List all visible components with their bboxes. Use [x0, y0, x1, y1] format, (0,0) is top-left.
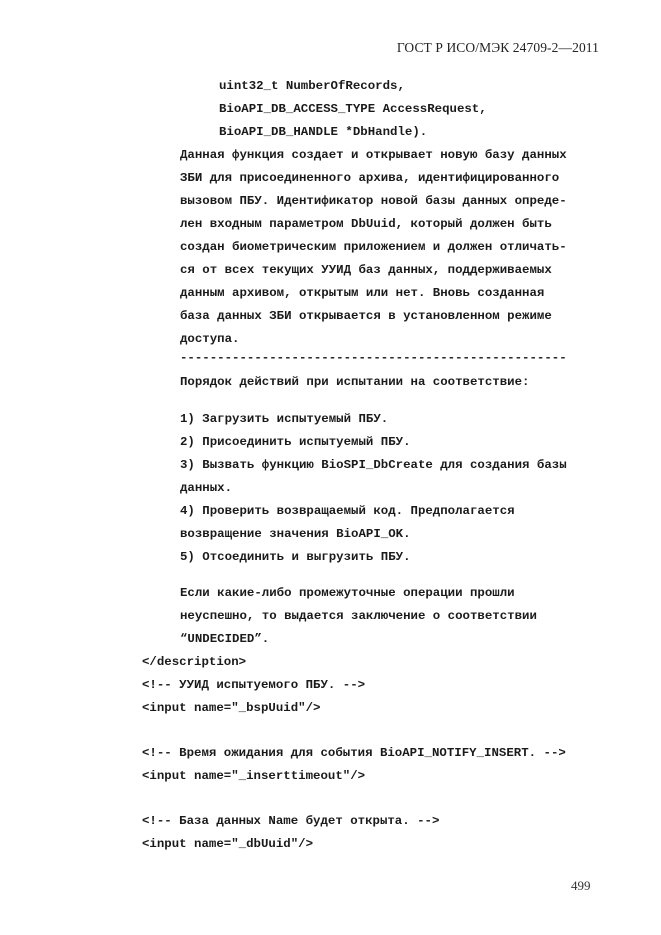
text-line: uint32_t NumberOfRecords,: [219, 79, 405, 93]
text-line: <!-- Время ожидания для события BioAPI_NOTIFY_INSERT. -->: [142, 746, 566, 760]
text-line: BioAPI_DB_HANDLE *DbHandle).: [219, 125, 428, 139]
text-line: ЗБИ для присоединенного архива, идентифицированного: [180, 171, 560, 185]
text-line: 4) Проверить возвращаемый код. Предполагается: [180, 504, 515, 518]
text-line: Порядок действий при испытании на соответствие:: [180, 375, 530, 389]
text-line: Данная функция создает и открывает новую базу данных: [180, 148, 567, 162]
document-header: ГОСТ Р ИСО/МЭК 24709-2—2011: [396, 40, 599, 55]
text-line: создан биометрическим приложением и должен отличать-: [180, 240, 567, 254]
text-line: база данных ЗБИ открывается в установленном режиме: [180, 309, 552, 323]
text-line: <!-- УУИД испытуемого ПБУ. -->: [142, 678, 366, 692]
text-line: <!-- База данных Name будет открыта. -->: [142, 814, 440, 828]
text-line: <input name="_bspUuid"/>: [142, 701, 321, 715]
text-line: 2) Присоединить испытуемый ПБУ.: [180, 435, 411, 449]
text-line: <input name="_dbUuid"/>: [142, 837, 314, 851]
text-line: 1) Загрузить испытуемый ПБУ.: [180, 412, 389, 426]
text-line: вызовом ПБУ. Идентификатор новой базы данных опреде-: [180, 194, 567, 208]
text-line: Если какие-либо промежуточные операции прошли: [180, 586, 515, 600]
page-number: 499: [571, 878, 591, 893]
text-line: лен входным параметром DbUuid, который должен быть: [180, 217, 552, 231]
text-line: неуспешно, то выдается заключение о соответствии: [180, 609, 537, 623]
text-line: данным архивом, открытым или нет. Вновь созданная: [180, 286, 545, 300]
text-line: 3) Вызвать функцию BioSPI_DbCreate для создания базы: [180, 458, 567, 472]
text-line: <input name="_inserttimeout"/>: [142, 769, 366, 783]
text-line: данных.: [180, 481, 233, 495]
text-line: доступа.: [180, 332, 240, 346]
text-line: возвращение значения BioAPI_OK.: [180, 527, 411, 541]
text-line: ----------------------------------------------------: [180, 351, 567, 365]
text-line: 5) Отсоединить и выгрузить ПБУ.: [180, 550, 411, 564]
text-line: BioAPI_DB_ACCESS_TYPE AccessRequest,: [219, 102, 487, 116]
text-line: ся от всех текущих УУИД баз данных, поддерживаемых: [180, 263, 552, 277]
text-line: “UNDECIDED”.: [180, 632, 270, 646]
text-line: </description>: [142, 655, 247, 669]
